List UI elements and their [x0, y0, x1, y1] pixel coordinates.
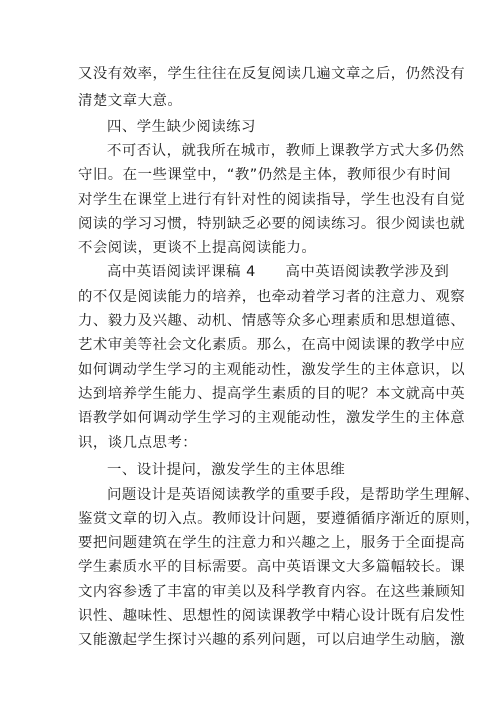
section-heading: 一、设计提问，激发学生的主体思维: [107, 462, 346, 478]
text-line: 要把问题建筑在学生的注意力和兴趣之上，服务于全面提高: [78, 535, 466, 551]
text-line: 守旧。在一些课堂中，“教”仍然是主体，教师很少有时间: [78, 167, 452, 183]
text-line: 如何调动学生学习的主观能动性，激发学生的主体意识，以: [78, 362, 466, 378]
text-line: 达到培养学生能力、提高学生素质的目的呢？本文就高中英: [78, 386, 466, 402]
text-line: 阅读的学习习惯，特别缺乏必要的阅读练习。很少阅读也就: [78, 216, 466, 232]
text-line: 不可否认，就我所在城市，教师上课教学方式大多仍然: [107, 143, 465, 159]
text-line: 艺术审美等社会文化素质。那么，在高中阅读课的教学中应: [78, 337, 466, 353]
text-line: 语教学如何调动学生学习的主观能动性，激发学生的主体意: [78, 410, 466, 426]
text-line: 清楚文章大意。: [78, 93, 183, 109]
text-line: 识，谈几点思考：: [78, 435, 198, 451]
section-heading: 四、学生缺少阅读练习: [107, 119, 256, 135]
text-line: 不会阅读，更谈不上提高阅读能力。: [78, 240, 317, 256]
text-line: 文内容参透了丰富的审美以及科学教育内容。在这些兼顾知: [78, 584, 466, 600]
text-line: 的不仅是阅读能力的培养，也牵动着学习者的注意力、观察: [78, 289, 466, 305]
text-line: 对学生在课堂上进行有针对性的阅读指导，学生也没有自觉: [78, 192, 466, 208]
text-line: 鉴赏文章的切入点。教师设计问题，要遵循循序渐近的原则，: [78, 511, 481, 527]
article-title-line: 高中英语阅读评课稿 4 高中英语阅读教学涉及到: [107, 264, 450, 280]
text-line: 又没有效率，学生往往在反复阅读几遍文章之后，仍然没有: [78, 66, 466, 82]
text-line: 问题设计是英语阅读教学的重要手段，是帮助学生理解、: [107, 487, 480, 503]
text-line: 学生素质水平的目标需要。高中英语课文大多篇幅较长。课: [78, 559, 466, 575]
text-line: 又能激起学生探讨兴趣的系列问题，可以启迪学生动脑，激: [78, 632, 466, 648]
text-line: 识性、趣味性、思想性的阅读课教学中精心设计既有启发性: [78, 608, 466, 624]
text-line: 力、毅力及兴趣、动机、情感等众多心理素质和思想道德、: [78, 313, 466, 329]
